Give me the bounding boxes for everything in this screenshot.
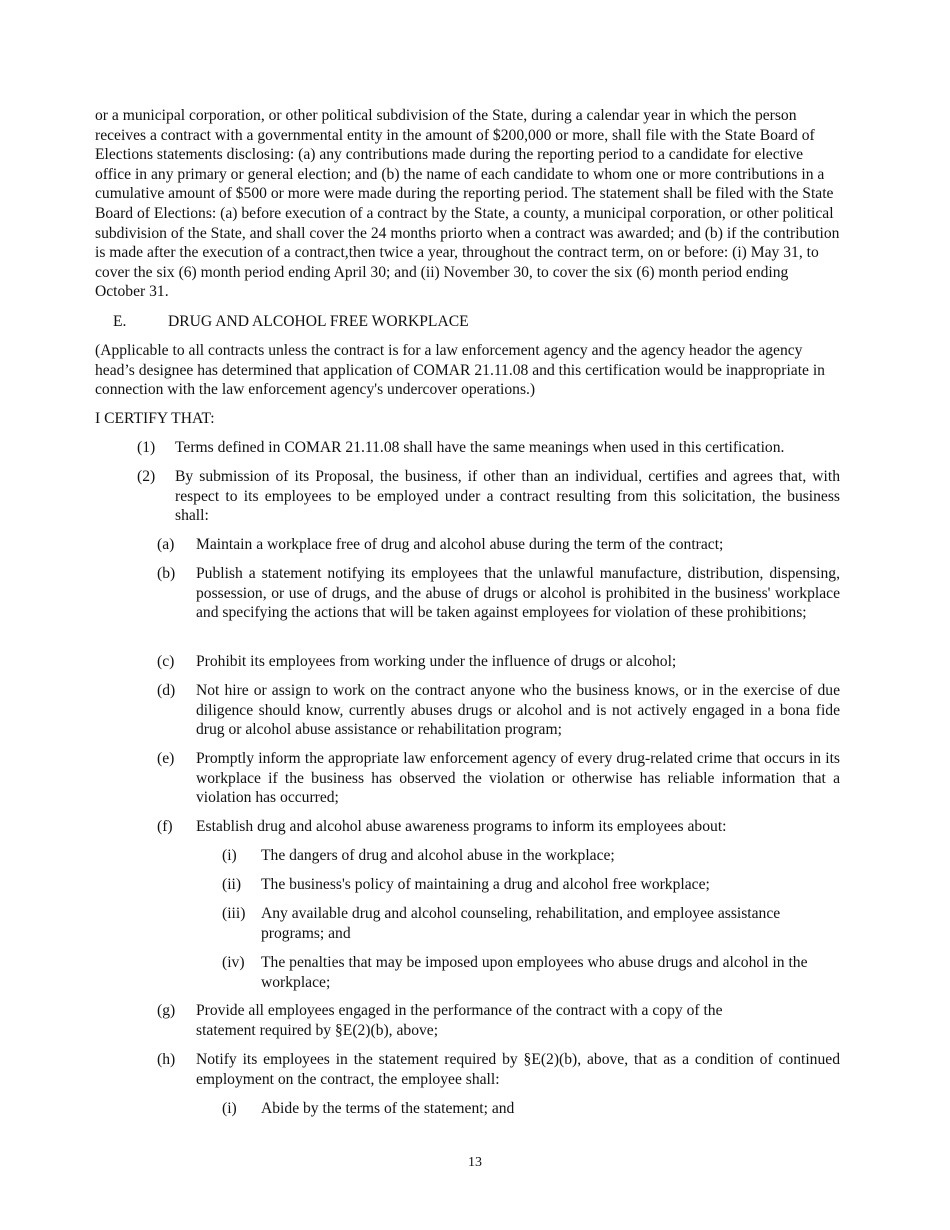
intro-paragraph: or a municipal corporation, or other political subdivision of the State, during a calendar year in which the person receives a contract with a governmental entity in the amount of $200,000 or more, shall file with the State Board of Elections statements disclosing: (a) any contributions made during the reporting period to a candidate for elective office in any primary or general election; and (b) the name of each candidate to whom one or more contributions in a cumulative amount of $500 or more were made during the reporting period. The statement shall be filed with the State Board of Elections: (a) before execution of a contract by the State, a county, a municipal corporation, or other political subdivision of the State, and shall cover the 24 months priorto when a contract was awarded; and (b) if the contribution is made after the execution of a contract,then twice a year, throughout the contract term, on or before: (i) May 31, to cover the six (6) month period ending April 30; and (ii) November 30, to cover the six (6) month period ending October 31.: [95, 107, 840, 301]
list-item-text: The penalties that may be imposed upon employees who abuse drugs and alcohol in the workplace;: [261, 954, 808, 991]
list-item: [157, 817, 840, 837]
list-item: [157, 1050, 840, 1089]
list-item-label: (b): [157, 565, 176, 582]
list-item-text: Maintain a workplace free of drug and alcohol abuse during the term of the contract;: [196, 536, 724, 553]
list-item-label: (e): [157, 750, 175, 767]
list-item-label: (i): [222, 847, 237, 864]
list-item-text: The business's policy of maintaining a drug and alcohol free workplace;: [261, 876, 710, 893]
list-item-text: Terms defined in COMAR 21.11.08 shall have the same meanings when used in this certification.: [175, 439, 785, 456]
list-item: [222, 904, 840, 943]
list-item: [157, 535, 840, 555]
list-item-text: Prohibit its employees from working under the influence of drugs or alcohol;: [196, 653, 677, 670]
list-item: [157, 564, 840, 623]
section-title: DRUG AND ALCOHOL FREE WORKPLACE: [168, 313, 469, 330]
list-item-label: (c): [157, 653, 175, 670]
list-item-text: By submission of its Proposal, the business, if other than an individual, certifies and agrees that, with respect to its employees to be employed under a contract resulting from this solicitation, the business shall:: [175, 468, 840, 525]
list-item-text: Promptly inform the appropriate law enforcement agency of every drug-related crime that occurs in its workplace if the business has observed the violation or otherwise has reliable information that a violation has occurred;: [196, 750, 840, 807]
list-item: [157, 681, 840, 740]
list-item-text: Establish drug and alcohol abuse awareness programs to inform its employees about:: [196, 818, 727, 835]
list-item-label: (1): [137, 439, 156, 456]
list-item: [137, 438, 840, 458]
list-item: [157, 652, 840, 672]
list-item: [157, 749, 840, 808]
list-item-label: (g): [157, 1002, 176, 1019]
list-item: [137, 467, 840, 526]
list-item: [222, 953, 840, 992]
list-item-text: Any available drug and alcohol counseling, rehabilitation, and employee assistance programs; and: [261, 905, 781, 942]
list-item-label: (h): [157, 1051, 176, 1068]
list-item-label: (ii): [222, 876, 242, 893]
list-item: [222, 1099, 840, 1119]
list-item-label: (f): [157, 818, 173, 835]
list-item-label: (iv): [222, 954, 245, 971]
list-item: [222, 846, 840, 866]
list-item: [157, 1001, 840, 1040]
section-heading: [113, 312, 469, 332]
page-number: 13: [468, 1155, 482, 1170]
list-item-label: (2): [137, 468, 156, 485]
list-item-text: The dangers of drug and alcohol abuse in the workplace;: [261, 847, 615, 864]
list-item-text: Not hire or assign to work on the contract anyone who the business knows, or in the exercise of due diligence should know, currently abuses drugs or alcohol and is not actively engaged in a bona fide drug or alcohol abuse assistance or rehabilitation program;: [196, 682, 840, 739]
list-item-label: (a): [157, 536, 175, 553]
list-item-label: (iii): [222, 905, 246, 922]
list-item: [222, 875, 840, 895]
list-item-text: Publish a statement notifying its employees that the unlawful manufacture, distribution, dispensing, possession, or use of drugs, and the abuse of drugs or alcohol is prohibited in the business' workplace and specifying the actions that will be taken against employees for violation of these prohibitions;: [196, 565, 840, 622]
list-item-text: Abide by the terms of the statement; and: [261, 1100, 515, 1117]
list-item-label: (i): [222, 1100, 237, 1117]
list-item-label: (d): [157, 682, 176, 699]
list-item-text: Notify its employees in the statement required by §E(2)(b), above, that as a condition of continued employment on the contract, the employee shall:: [196, 1051, 840, 1088]
list-item-text: Provide all employees engaged in the performance of the contract with a copy of the statement required by §E(2)(b), above;: [196, 1002, 723, 1039]
applicability-note: (Applicable to all contracts unless the contract is for a law enforcement agency and the agency heador the agency head’s designee has determined that application of COMAR 21.11.08 and this certification would be inappropriate in connection with the law enforcement agency's undercover operations.): [95, 342, 825, 399]
certify-heading: I CERTIFY THAT:: [95, 410, 215, 427]
section-label: E.: [113, 313, 127, 330]
